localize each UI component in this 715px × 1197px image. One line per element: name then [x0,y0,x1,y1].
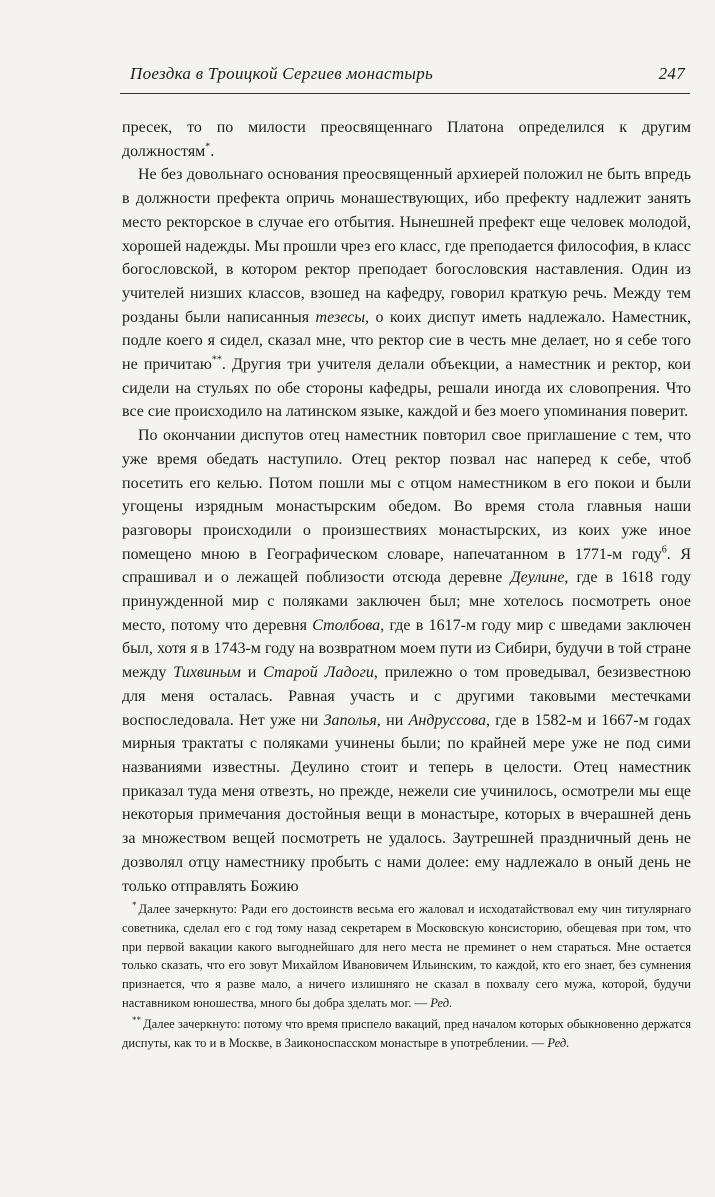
editor-signature: Ред. [430,995,453,1010]
text-run: Не без довольнаго основания преосвященный архиерей положил не быть впредь в должности префекта опричь монашествующих, ибо префекту надлежит занять место ректорское в случае его отбытия. Нынешней префект еще человек молодой, хорошей надежды. Мы прошли чрез его класс, где преподается философия, в класс богословской, в котором ректор преподает богословския наставления. Один из учителей низших классов, взошед на кафедру, говорил краткую речь. Между тем розданы были написанныя [122,166,691,326]
text-run: , где в 1582-м и 1667-м годах мирныя трактаты с поляками учинены были; по крайней мере уже не под сими названиями известны. Деулино стоит и теперь в целости. Отец наместник приказал туда меня отвезть, но прежде, нежели сие учинилось, осмотрели мы еще некоторыя примечания достойныя вещи в монастыре, которых в вчерашней день за множеством вещей посмотреть не удалось. Заутрешней праздничный день не дозволял отцу наместнику пробыть с нами долее: ему надлежало в оный день не только отправлять Божию [122,711,691,895]
text-run: . Другия три учителя делали объекции, а наместник и ректор, кои сидели на стульях по обе стороны кафедры, решали иногда их словопрения. Что все сие происходило на латинском языке, каждой и без моего упоминания поверит. [122,356,691,421]
text-run: , прилежно о том проведывал, безизвестною для меня осталась. Равная участь и с другими таковыми местечками воспоследовала. Нет уже ни [122,664,692,729]
text-run: , о коих диспут иметь надлежало. Наместник, подле коего я сидел, сказал мне, что ректор сие в честь мне делает, но я себе того не причитаю [122,308,691,374]
footnote-marker: ** [132,1014,141,1025]
italic-term: Тихвиным [173,664,241,682]
footnote-mark: 6 [661,544,667,556]
footnote-mark: ** [211,354,222,366]
italic-term: Деулине [510,569,565,587]
running-title: Поездка в Троицкой Сергиев монастырь [130,64,434,83]
footnote-marker: * [132,899,137,910]
paragraph [122,116,691,163]
text-run: и [240,664,264,682]
italic-term: тезесы [315,308,366,326]
page-number: 247 [658,64,685,83]
footnote-text: Далее зачеркнуто: потому что время приспело вакаций, пред началом которых обыкновенно держатся диспуты, как то и в Москве, в Заиконоспасском монастыре в употреблении. — [122,1016,691,1050]
italic-term: Заполья [323,711,377,729]
footnote [122,1015,691,1053]
italic-term: Столбова [312,616,381,634]
main-text [122,116,691,898]
text-run: По окончании диспутов отец наместник повторил свое приглашение с тем, что уже время обедать наступило. Отец ректор позвал нас наперед к себе, чтоб посетить его келью. Потом пошли мы с отцом наместником в его покои и были угощены изрядным монастырским обедом. Во время стола главныя наши разговоры происходили о произшествиях монастырских, из коих уже иное помещено мною в Географическом словаре, напечатанном в 1771-м году [122,427,691,563]
editor-signature: Ред. [547,1035,570,1050]
footnote-mark: * [205,141,211,153]
footnote-text: Далее зачеркнуто: Ради его достоинств весьма его жаловал и исходатайствовал ему чин титулярнаго советника, сделал его с год тому назад секретарем в Московскую консисторию, обещевая при том, что при первой вакации какого выгоднейшаго для него места не преминет о нем стараться. Мне остается только сказать, что его зовут Михайлом Ивановичем Ильинским, то каждой, кто его знает, без сумнения признается, что я разве мало, а ничего излишняго не сказал в похвалу сего мужа, которой, будучи наставником юношества, много бы добра зделать мог. — [122,902,691,1010]
header-rule [120,93,690,94]
italic-term: Старой Ладоги [263,664,374,682]
text-run: , где в 1618 году принужденной мир с поляками заключен был; мне хотелось посмотреть оное место, потому что деревня [122,569,691,634]
text-run: пресек, то по милости преосвященнаго Платона определился к другим должностям [122,119,691,160]
text-run: , ни [376,711,409,729]
footnotes [122,900,691,1054]
paragraph [122,424,691,898]
running-header [130,64,685,94]
paragraph [122,163,691,424]
italic-term: Андруссова [408,711,486,729]
text-run: . [210,142,215,160]
text-run: . Я спрашивал и о лежащей поблизости отсюда деревне [122,545,691,587]
footnote [122,900,691,1013]
text-run: , где в 1617-м году мир с шведами заключен был, хотя я в 1743-м году на возвратном моем пути из Сибири, будучи в той стране между [122,616,692,682]
